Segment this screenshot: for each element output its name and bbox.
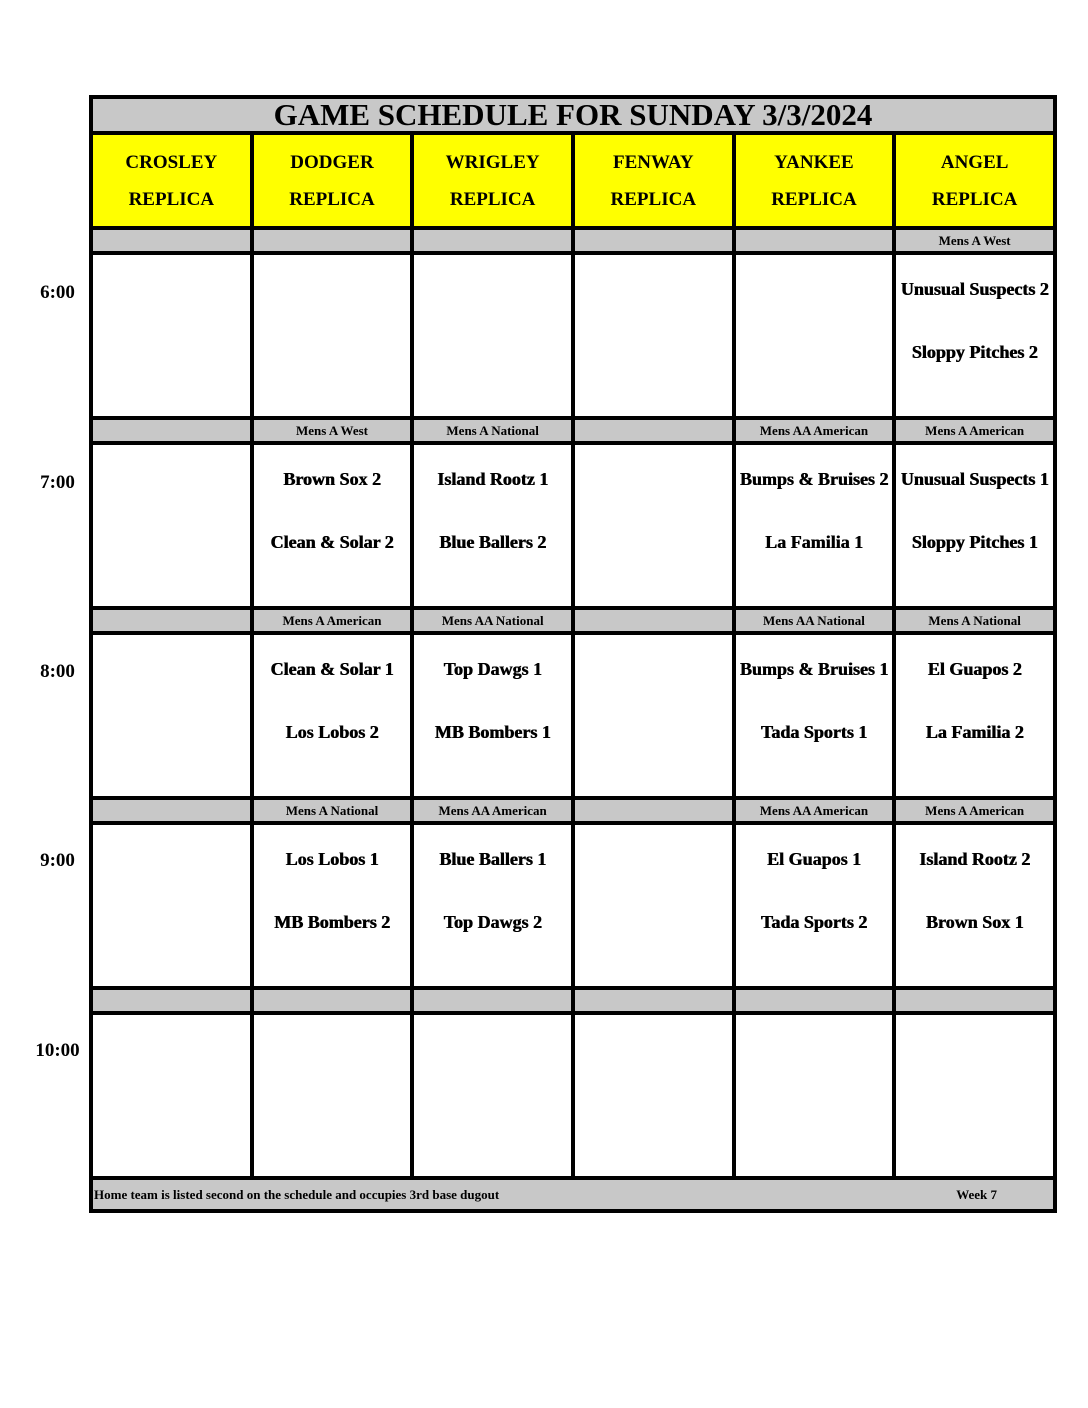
field-name: WRIGLEY — [445, 151, 540, 173]
field-header — [412, 133, 573, 228]
away-team: Island Rootz 2 — [919, 849, 1031, 869]
away-team: Unusual Suspects 2 — [900, 279, 1049, 299]
home-team: La Familia 2 — [925, 722, 1024, 742]
home-team: Top Dawgs 2 — [443, 912, 542, 932]
game-cell — [573, 633, 734, 798]
division-label: Mens A American — [252, 608, 413, 633]
field-name: CROSLEY — [125, 151, 218, 173]
division-label: Mens A National — [412, 418, 573, 443]
division-label — [573, 228, 734, 253]
division-label: Mens AA National — [412, 608, 573, 633]
away-team: Brown Sox 2 — [283, 469, 381, 489]
division-row — [91, 608, 1055, 633]
title-row — [91, 97, 1055, 133]
home-team: MB Bombers 1 — [434, 722, 551, 742]
game-cell — [894, 1013, 1055, 1178]
division-label — [252, 988, 413, 1013]
home-team: Tada Sports 2 — [760, 912, 868, 932]
game-cell — [734, 823, 895, 988]
footer-cell — [91, 1178, 1055, 1211]
division-label — [412, 228, 573, 253]
division-label — [91, 418, 252, 443]
time-slot-row — [91, 253, 1055, 418]
game-cell — [894, 253, 1055, 418]
game-cell — [91, 633, 252, 798]
game-cell — [252, 823, 413, 988]
division-label — [573, 418, 734, 443]
away-team: Los Lobos 1 — [285, 849, 379, 869]
home-team: MB Bombers 2 — [273, 912, 390, 932]
game-cell — [573, 443, 734, 608]
field-name: DODGER — [290, 151, 374, 173]
schedule-table — [89, 95, 1057, 1213]
division-label — [91, 228, 252, 253]
field-name: ANGEL — [940, 151, 1009, 173]
division-row — [91, 798, 1055, 823]
home-team: Sloppy Pitches 2 — [911, 342, 1038, 362]
game-cell — [734, 443, 895, 608]
division-label: Mens A American — [894, 798, 1055, 823]
division-label — [734, 228, 895, 253]
home-team: Brown Sox 1 — [925, 912, 1024, 932]
time-label: 6:00 — [40, 282, 75, 303]
away-team: Bumps & Bruises 1 — [739, 659, 889, 679]
game-cell — [573, 1013, 734, 1178]
home-team: Clean & Solar 2 — [270, 532, 394, 552]
field-header — [252, 133, 413, 228]
division-label — [573, 608, 734, 633]
game-cell — [734, 633, 895, 798]
field-header — [894, 133, 1055, 228]
home-team: La Familia 1 — [764, 532, 863, 552]
time-slot-row — [91, 443, 1055, 608]
away-team: Island Rootz 1 — [437, 469, 549, 489]
time-label: 10:00 — [35, 1040, 80, 1061]
division-label: Mens AA American — [412, 798, 573, 823]
division-label: Mens AA National — [734, 608, 895, 633]
home-team: Blue Ballers 2 — [439, 532, 547, 552]
game-cell — [91, 443, 252, 608]
game-cell — [252, 443, 413, 608]
time-slot-row — [91, 633, 1055, 798]
home-team: Sloppy Pitches 1 — [911, 532, 1038, 552]
away-team: El Guapos 1 — [766, 849, 861, 869]
division-label: Mens AA American — [734, 798, 895, 823]
game-cell — [573, 253, 734, 418]
away-team: Clean & Solar 1 — [270, 659, 394, 679]
division-label — [91, 988, 252, 1013]
game-cell — [412, 443, 573, 608]
game-cell — [894, 633, 1055, 798]
field-subtitle: REPLICA — [128, 188, 215, 210]
footer-note: Home team is listed second on the schedule and occupies 3rd base dugout — [94, 1186, 500, 1202]
game-cell — [573, 823, 734, 988]
division-label: Mens A West — [252, 418, 413, 443]
time-slot-row — [91, 1013, 1055, 1178]
week-label: Week 7 — [956, 1186, 997, 1202]
division-label — [91, 798, 252, 823]
division-label: Mens A National — [894, 608, 1055, 633]
division-label — [573, 798, 734, 823]
field-header — [91, 133, 252, 228]
away-team: Top Dawgs 1 — [443, 659, 542, 679]
division-label: Mens AA American — [734, 418, 895, 443]
game-cell — [734, 1013, 895, 1178]
field-subtitle: REPLICA — [289, 188, 375, 210]
field-header — [734, 133, 895, 228]
game-cell — [91, 253, 252, 418]
game-cell — [412, 823, 573, 988]
division-label — [412, 988, 573, 1013]
field-subtitle: REPLICA — [610, 188, 697, 210]
game-cell — [252, 1013, 413, 1178]
division-label: Mens A National — [252, 798, 413, 823]
game-cell — [252, 633, 413, 798]
game-cell — [412, 633, 573, 798]
field-subtitle: REPLICA — [771, 188, 857, 210]
away-team: Blue Ballers 1 — [439, 849, 547, 869]
game-cell — [91, 823, 252, 988]
division-label — [894, 988, 1055, 1013]
field-name: FENWAY — [613, 151, 694, 173]
field-subtitle: REPLICA — [449, 188, 536, 210]
game-cell — [91, 1013, 252, 1178]
away-team: Bumps & Bruises 2 — [739, 469, 889, 489]
away-team: El Guapos 2 — [927, 659, 1022, 679]
away-team: Unusual Suspects 1 — [900, 469, 1049, 489]
division-label — [252, 228, 413, 253]
field-subtitle: REPLICA — [931, 188, 1018, 210]
division-label: Mens A West — [894, 228, 1055, 253]
game-cell — [894, 823, 1055, 988]
game-cell — [412, 1013, 573, 1178]
game-cell — [894, 443, 1055, 608]
field-header-row — [91, 133, 1055, 228]
division-label — [734, 988, 895, 1013]
division-label: Mens A American — [894, 418, 1055, 443]
field-header — [573, 133, 734, 228]
division-row — [91, 228, 1055, 253]
page-title: GAME SCHEDULE FOR SUNDAY 3/3/2024 — [91, 97, 1055, 133]
time-label: 7:00 — [40, 472, 75, 493]
field-name: YANKEE — [774, 151, 854, 173]
time-label: 9:00 — [40, 850, 75, 871]
game-cell — [734, 253, 895, 418]
game-cell — [252, 253, 413, 418]
division-row — [91, 988, 1055, 1013]
time-label: 8:00 — [40, 661, 75, 682]
home-team: Los Lobos 2 — [285, 722, 379, 742]
home-team: Tada Sports 1 — [760, 722, 868, 742]
game-cell — [412, 253, 573, 418]
division-label — [573, 988, 734, 1013]
footer-row — [91, 1178, 1055, 1211]
division-row — [91, 418, 1055, 443]
time-slot-row — [91, 823, 1055, 988]
division-label — [91, 608, 252, 633]
